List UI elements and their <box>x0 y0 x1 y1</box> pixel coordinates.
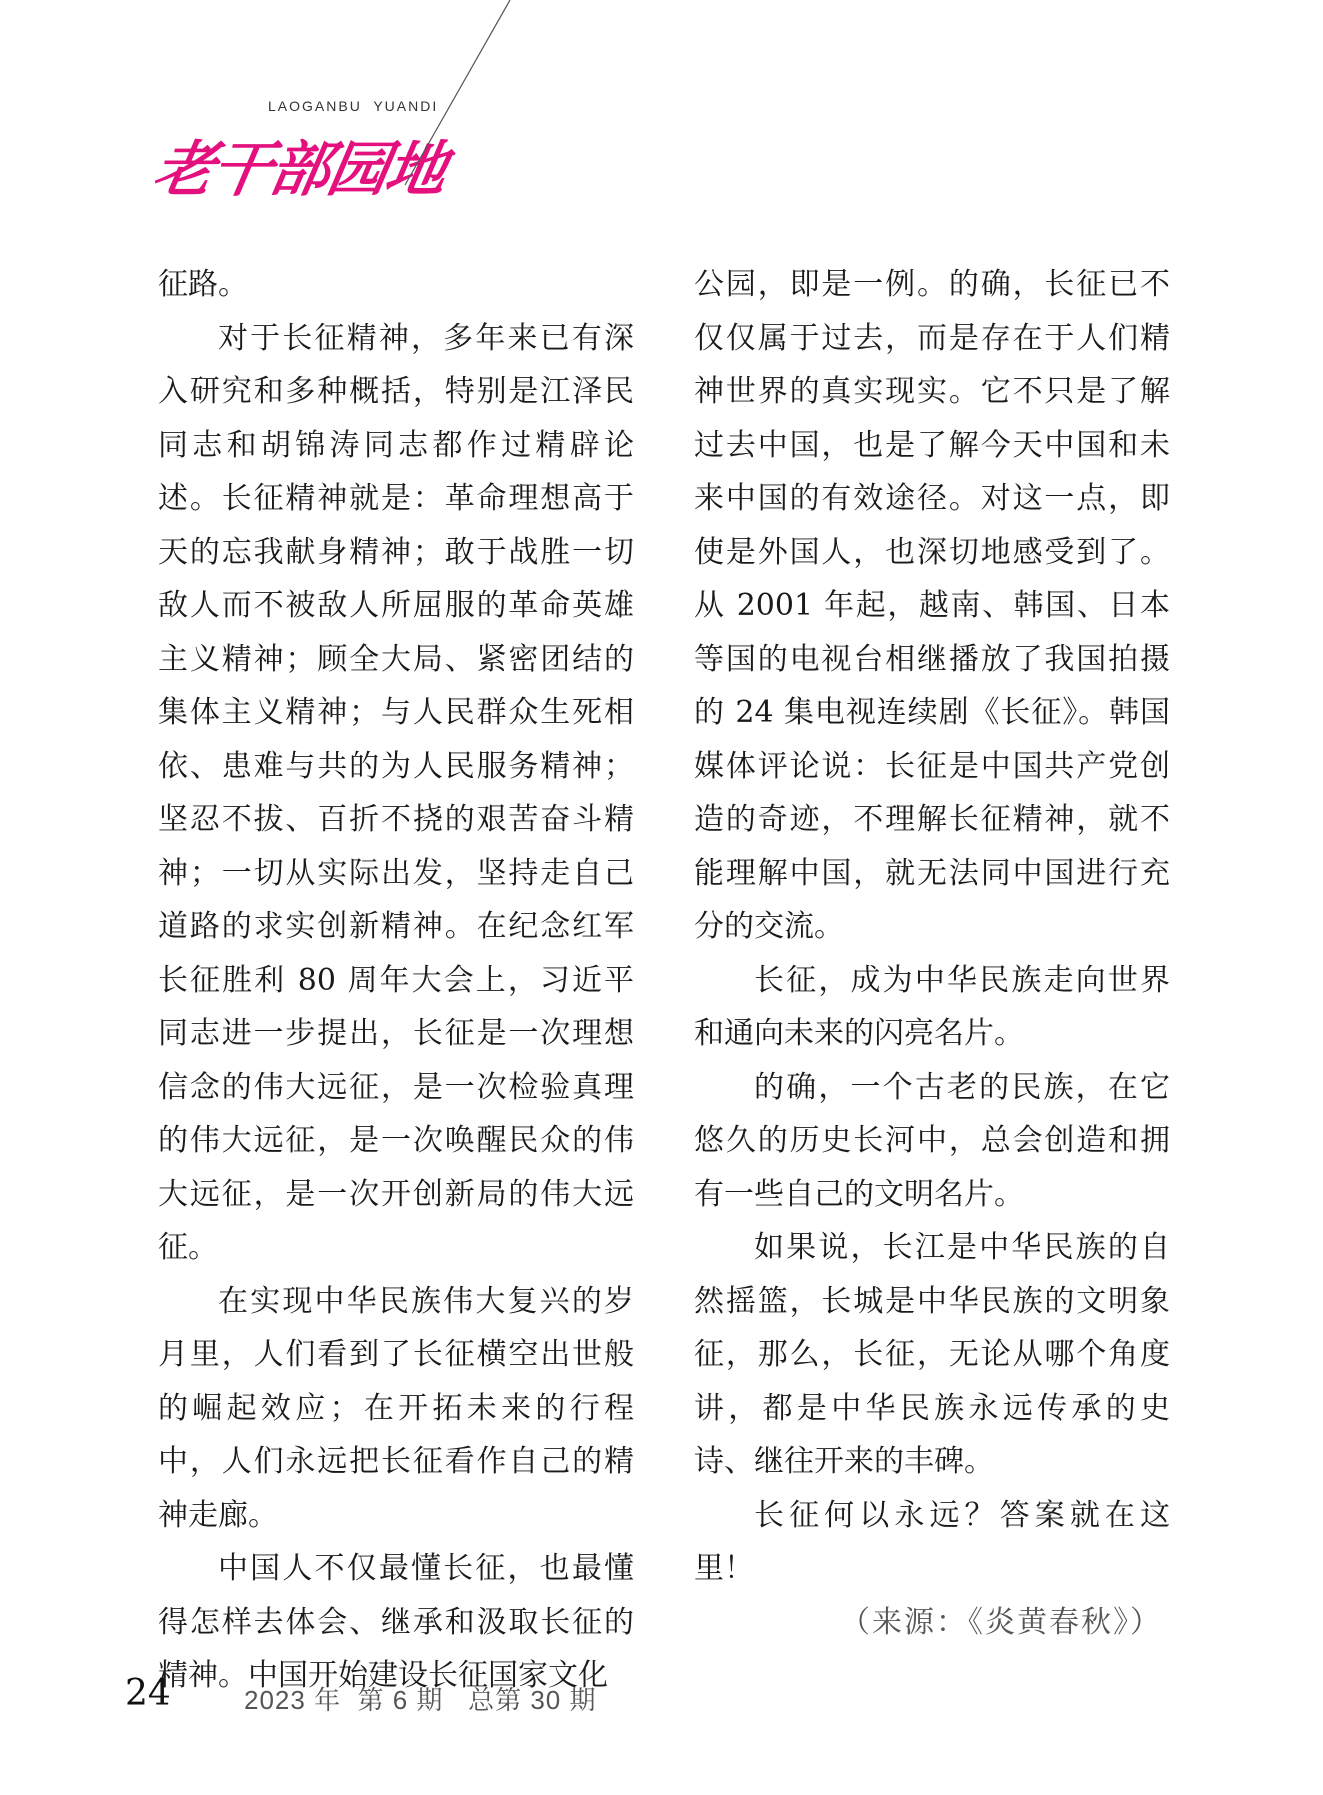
page-number: 24 <box>125 1673 171 1714</box>
masthead-title: 老干部园地 <box>147 135 451 205</box>
left-column <box>158 258 634 1703</box>
issue-info: 2023 年 第 6 期 总第 30 期 <box>244 1685 597 1715</box>
paragraph: 长征，成为中华民族走向世界和通向未来的闪亮名片。 <box>694 962 1170 1051</box>
paragraph: 的确，一个古老的民族，在它悠久的历史长河中，总会创造和拥有一些自己的文明名片。 <box>694 1069 1170 1212</box>
paragraph: 征路。 <box>158 267 248 302</box>
source-citation: （来源：《炎黄春秋》） <box>840 1604 1162 1640</box>
masthead-pinyin: LAOGANBU YUANDI <box>268 98 439 114</box>
paragraph: 如果说，长江是中华民族的自然摇篮，长城是中华民族的文明象征，那么，长征，无论从哪个角度讲，都是中华民族永远传承的史诗、继往开来的丰碑。 <box>694 1230 1170 1479</box>
paragraph: 对于长征精神，多年来已有深入研究和多种概括，特别是江泽民同志和胡锦涛同志都作过精辟论述。长征精神就是：革命理想高于天的忘我献身精神；敢于战胜一切敌人而不被敌人所屈服的革命英雄主义精神；顾全大局、紧密团结的集体主义精神；与人民群众生死相依、患难与共的为人民服务精神；坚忍不拔、百折不挠的艰苦奋斗精神；一切从实际出发，坚持走自己道路的求实创新精神。在纪念红军长征胜利 80 周年大会上，习近平同志进一步提出，长征是一次理想信念的伟大远征，是一次检验真理的伟大远征，是一次唤醒民众的伟大远征，是一次开创新局的伟大远征。 <box>158 320 634 1265</box>
right-column <box>694 258 1170 1649</box>
diagonal-rule <box>405 0 510 185</box>
paragraph: 中国人不仅最懂长征，也最懂得怎样去体会、继承和汲取长征的精神。中国开始建设长征国家文化 <box>158 1551 634 1693</box>
paragraph: 在实现中华民族伟大复兴的岁月里，人们看到了长征横空出世般的崛起效应；在开拓未来的行程中，人们永远把长征看作自己的精神走廊。 <box>158 1283 634 1533</box>
masthead-diagonal-line <box>0 0 1323 260</box>
paragraph: 公园，即是一例。的确，长征已不仅仅属于过去，而是存在于人们精神世界的真实现实。它不只是了解过去中国，也是了解今天中国和未来中国的有效途径。对这一点，即使是外国人，也深切地感受到了。从 2001 年起，越南、韩国、日本等国的电视台相继播放了我国拍摄的 24 集电视连续剧《长征》。韩国媒体评论说：长征是中国共产党创造的奇迹，不理解长征精神，就不能理解中国，就无法同中国进行充分的交流。 <box>694 267 1170 944</box>
paragraph: 长征何以永远？答案就在这里！ <box>694 1497 1170 1586</box>
